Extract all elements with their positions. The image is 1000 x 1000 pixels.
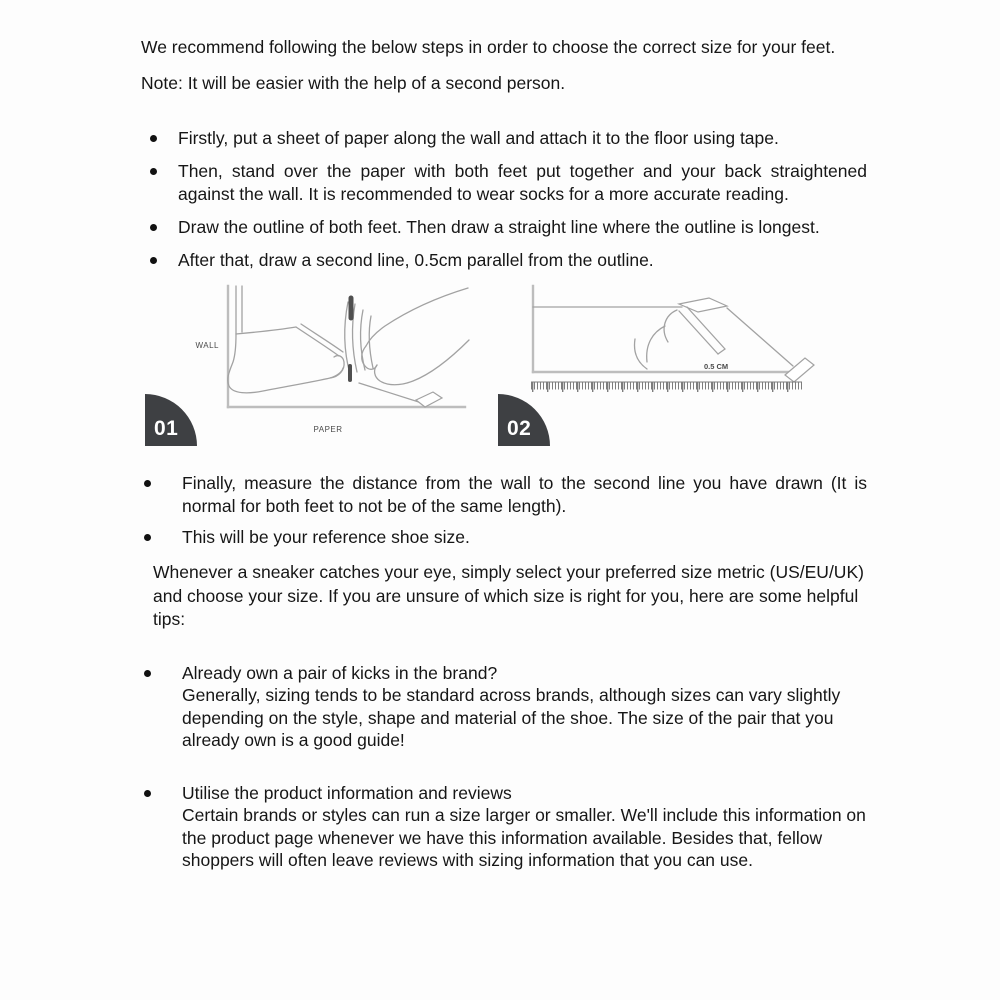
paper-label: PAPER <box>313 425 343 434</box>
second-line-diagram <box>517 282 862 404</box>
pencil-on-floor-icon <box>785 358 814 382</box>
gap-label: 0.5 CM <box>704 362 729 371</box>
note-paragraph: Note: It will be easier with the help of a second person. <box>141 73 566 93</box>
intro-paragraph: We recommend following the below steps in order to choose the correct size for your feet. <box>141 37 836 57</box>
measuring-steps-list <box>141 127 867 272</box>
list-item: This will be your reference shoe size. <box>141 526 867 549</box>
sizing-intro-paragraph: Whenever a sneaker catches your eye, simply select your preferred size metric (US/EU/UK) and choose your size. If you are unsure of which size is right for you, here are some helpful tips: <box>153 562 864 629</box>
step-number: 02 <box>507 417 532 440</box>
tip-title: Already own a pair of kicks in the brand? <box>182 662 498 683</box>
tip-body: Generally, sizing tends to be standard across brands, although sizes can vary slightly depending on the style, shape and material of the shoe. The size of the pair that you already own is a good guide! <box>182 685 841 750</box>
ruler-icon <box>531 382 802 387</box>
list-item: Firstly, put a sheet of paper along the wall and attach it to the floor using tape. <box>141 127 867 150</box>
sizing-tips-list <box>141 662 867 872</box>
step-number: 01 <box>154 417 179 440</box>
measuring-results-list <box>141 472 867 549</box>
list-item: Finally, measure the distance from the wall to the second line you have drawn (It is normal for both feet to not be of the same length). <box>141 472 867 518</box>
tape-icon <box>416 392 442 407</box>
tip-body: Certain brands or styles can run a size larger or smaller. We'll include this information on the product page whenever we have this information available. Besides that, fellow shoppers will often leave reviews with sizing information that you can use. <box>182 805 866 870</box>
wall-label: WALL <box>195 341 219 350</box>
diagram-section <box>141 282 867 458</box>
list-item: Then, stand over the paper with both feet put together and your back straightened against the wall. It is recommended to wear socks for a more accurate reading. <box>141 160 867 206</box>
tip-title: Utilise the product information and reviews <box>182 782 512 803</box>
list-item: Draw the outline of both feet. Then draw a straight line where the outline is longest. <box>141 216 867 239</box>
list-item <box>141 782 867 872</box>
list-item <box>141 662 867 752</box>
foot-measure-diagram <box>163 282 473 437</box>
list-item: After that, draw a second line, 0.5cm parallel from the outline. <box>141 249 867 272</box>
